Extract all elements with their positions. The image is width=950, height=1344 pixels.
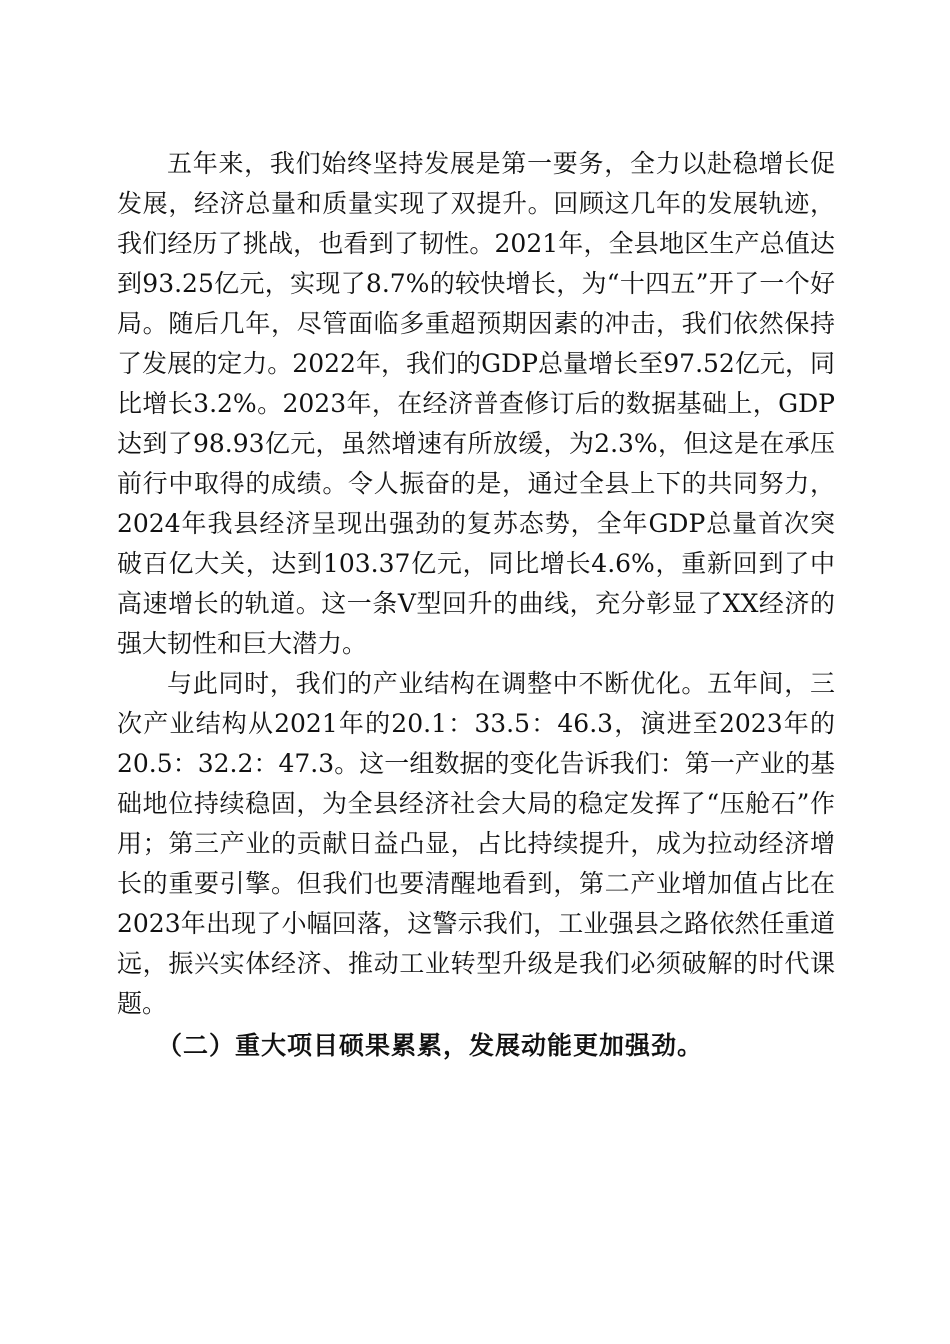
paragraph-industrial-structure: 与此同时，我们的产业结构在调整中不断优化。五年间，三次产业结构从2021年的20.1：33.5：46.3，演进至2023年的20.5：32.2：47.3。这一组数据的变化告诉我们：第一产业的基础地位持续稳固，为全县经济社会大局的稳定发挥了“压舱石”作用；第三产业的贡献日益凸显，占比持续提升，成为拉动经济增长的重要引擎。但我们也要清醒地看到，第二产业增加值占比在2023年出现了小幅回落，这警示我们，工业强县之路依然任重道远，振兴实体经济、推动工业转型升级是我们必须破解的时代课题。 [117,669,835,1018]
section-heading: （二）重大项目硕果累累，发展动能更加强劲。 [157,1031,704,1060]
document-body [117,144,835,1066]
paragraph-economic-growth: 五年来，我们始终坚持发展是第一要务，全力以赴稳增长促发展，经济总量和质量实现了双提升。回顾这几年的发展轨迹，我们经历了挑战，也看到了韧性。2021年，全县地区生产总值达到93.25亿元，实现了8.7%的较快增长，为“十四五”开了一个好局。随后几年，尽管面临多重超预期因素的冲击，我们依然保持了发展的定力。2022年，我们的GDP总量增长至97.52亿元，同比增长3.2%。2023年，在经济普查修订后的数据基础上，GDP达到了98.93亿元，虽然增速有所放缓，为2.3%，但这是在承压前行中取得的成绩。令人振奋的是，通过全县上下的共同努力，2024年我县经济呈现出强劲的复苏态势，全年GDP总量首次突破百亿大关，达到103.37亿元，同比增长4.6%，重新回到了中高速增长的轨道。这一条V型回升的曲线，充分彰显了XX经济的强大韧性和巨大潜力。 [117,149,835,658]
